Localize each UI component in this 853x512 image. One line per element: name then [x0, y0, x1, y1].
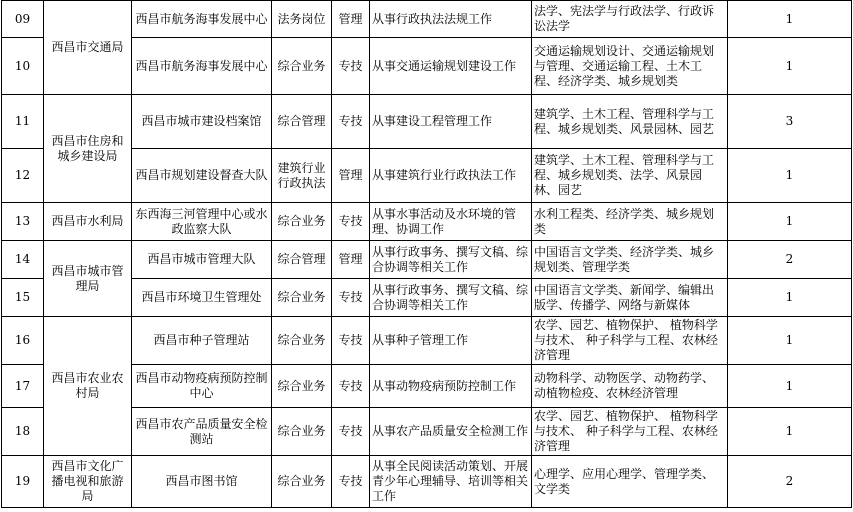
table-row — [2, 1, 852, 38]
post-cell: 综合管理 — [272, 241, 332, 279]
unit-cell: 西昌市动物疫病预防控制中心 — [132, 365, 272, 408]
post-cell: 综合业务 — [272, 456, 332, 508]
row-number: 15 — [2, 279, 44, 317]
post-kind-cell: 专技 — [332, 408, 370, 456]
major-cell: 建筑学、土木工程、管理科学与工程、城乡规划类、法学、风景园林、园艺 — [532, 149, 728, 203]
row-number: 17 — [2, 365, 44, 408]
department-cell: 西昌市交通局 — [44, 1, 132, 95]
count-cell: 1 — [728, 149, 852, 203]
unit-cell: 西昌市规划建设督查大队 — [132, 149, 272, 203]
duty-cell: 从事交通运输规划建设工作 — [370, 38, 532, 95]
duty-cell: 从事建筑行业行政执法工作 — [370, 149, 532, 203]
department-cell: 西昌市住房和城乡建设局 — [44, 95, 132, 203]
post-cell: 综合业务 — [272, 365, 332, 408]
table-row — [2, 317, 852, 365]
row-number: 13 — [2, 203, 44, 241]
department-cell: 西昌市城市管理局 — [44, 241, 132, 317]
count-cell: 1 — [728, 279, 852, 317]
table-row — [2, 456, 852, 508]
duty-cell: 从事动物疫病预防控制工作 — [370, 365, 532, 408]
duty-cell: 从事农产品质量安全检测工作 — [370, 408, 532, 456]
post-cell: 综合管理 — [272, 95, 332, 149]
row-number: 19 — [2, 456, 44, 508]
major-cell: 农学、园艺、植物保护、 植物科学与技术、 种子科学与工程、农林经济管理 — [532, 317, 728, 365]
post-kind-cell: 专技 — [332, 38, 370, 95]
post-kind-cell: 专技 — [332, 95, 370, 149]
row-number: 11 — [2, 95, 44, 149]
major-cell: 心理学、应用心理学、管理学类、文学类 — [532, 456, 728, 508]
unit-cell: 西昌市城市建设档案馆 — [132, 95, 272, 149]
unit-cell: 西昌市航务海事发展中心 — [132, 38, 272, 95]
table-row — [2, 203, 852, 241]
count-cell: 1 — [728, 203, 852, 241]
department-cell: 西昌市农业农村局 — [44, 317, 132, 456]
count-cell: 1 — [728, 365, 852, 408]
major-cell: 农学、园艺、植物保护、 植物科学与技术、 种子科学与工程、农林经济管理 — [532, 408, 728, 456]
post-kind-cell: 专技 — [332, 365, 370, 408]
duty-cell: 从事行政执法法规工作 — [370, 1, 532, 38]
unit-cell: 西昌市农产品质量安全检测站 — [132, 408, 272, 456]
post-cell: 综合业务 — [272, 203, 332, 241]
row-number: 12 — [2, 149, 44, 203]
count-cell: 2 — [728, 241, 852, 279]
major-cell: 建筑学、土木工程、管理科学与工程、城乡规划类、风景园林、园艺 — [532, 95, 728, 149]
post-kind-cell: 专技 — [332, 317, 370, 365]
post-kind-cell: 管理 — [332, 241, 370, 279]
row-number: 10 — [2, 38, 44, 95]
count-cell: 3 — [728, 95, 852, 149]
post-cell: 法务岗位 — [272, 1, 332, 38]
post-kind-cell: 专技 — [332, 279, 370, 317]
post-cell: 综合业务 — [272, 38, 332, 95]
duty-cell: 从事全民阅读活动策划、开展青少年心理辅导、培训等相关工作 — [370, 456, 532, 508]
duty-cell: 从事种子管理工作 — [370, 317, 532, 365]
major-cell: 中国语言文学类、经济学类、城乡规划类、管理学类 — [532, 241, 728, 279]
department-cell: 西昌市文化广播电视和旅游局 — [44, 456, 132, 508]
post-cell: 综合业务 — [272, 279, 332, 317]
unit-cell: 西昌市城市管理大队 — [132, 241, 272, 279]
post-cell: 综合业务 — [272, 317, 332, 365]
count-cell: 1 — [728, 317, 852, 365]
post-kind-cell: 专技 — [332, 203, 370, 241]
duty-cell: 从事行政事务、撰写文稿、综合协调等相关工作 — [370, 279, 532, 317]
post-kind-cell: 管理 — [332, 149, 370, 203]
duty-cell: 从事水事活动及水环境的管理、协调工作 — [370, 203, 532, 241]
major-cell: 动物科学、动物医学、动物药学、动植物检疫、农林经济管理 — [532, 365, 728, 408]
duty-cell: 从事建设工程管理工作 — [370, 95, 532, 149]
unit-cell: 西昌市环境卫生管理处 — [132, 279, 272, 317]
department-cell: 西昌市水利局 — [44, 203, 132, 241]
row-number: 16 — [2, 317, 44, 365]
major-cell: 水利工程类、经济学类、城乡规划类 — [532, 203, 728, 241]
major-cell: 交通运输规划设计、交通运输规划与管理、交通运输工程、土木工程、经济学类、城乡规划类 — [532, 38, 728, 95]
post-kind-cell: 管理 — [332, 1, 370, 38]
row-number: 09 — [2, 1, 44, 38]
unit-cell: 西昌市图书馆 — [132, 456, 272, 508]
recruitment-table — [1, 0, 852, 508]
count-cell: 1 — [728, 38, 852, 95]
count-cell: 1 — [728, 408, 852, 456]
row-number: 18 — [2, 408, 44, 456]
row-number: 14 — [2, 241, 44, 279]
count-cell: 2 — [728, 456, 852, 508]
unit-cell: 西昌市航务海事发展中心 — [132, 1, 272, 38]
major-cell: 法学、宪法学与行政法学、行政诉讼法学 — [532, 1, 728, 38]
major-cell: 中国语言文学类、新闻学、编辑出版学、传播学、网络与新媒体 — [532, 279, 728, 317]
unit-cell: 东西海三河管理中心或水政监察大队 — [132, 203, 272, 241]
post-cell: 建筑行业行政执法 — [272, 149, 332, 203]
table-row — [2, 95, 852, 149]
duty-cell: 从事行政事务、撰写文稿、综合协调等相关工作 — [370, 241, 532, 279]
post-kind-cell: 专技 — [332, 456, 370, 508]
table-row — [2, 241, 852, 279]
post-cell: 综合业务 — [272, 408, 332, 456]
unit-cell: 西昌市种子管理站 — [132, 317, 272, 365]
count-cell: 1 — [728, 1, 852, 38]
